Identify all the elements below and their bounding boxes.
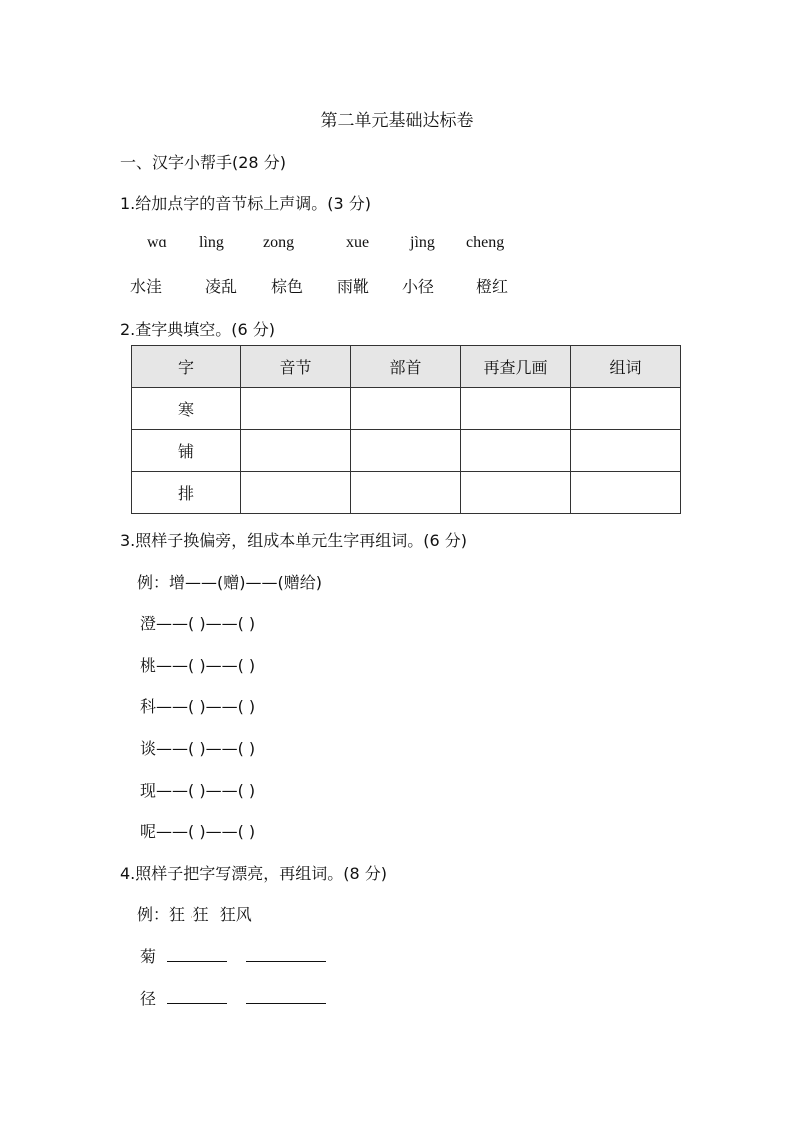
question-4-example <box>137 902 252 925</box>
copy-blank[interactable] <box>167 989 227 1004</box>
question-4-prompt: 4.照样子把字写漂亮，再组词。(8 分) <box>120 864 388 883</box>
word-6: 橙红 <box>476 277 509 296</box>
row-char: 排 <box>132 472 241 514</box>
answer-cell[interactable] <box>351 388 461 430</box>
table-row <box>132 388 681 430</box>
answer-cell[interactable] <box>461 388 571 430</box>
pinyin-3: zong <box>263 234 295 251</box>
copy-blank[interactable] <box>167 947 227 962</box>
row-char: 寒 <box>132 388 241 430</box>
header-strokes: 再查几画 <box>461 346 571 388</box>
item-char: 径 <box>140 989 157 1008</box>
pinyin-6: cheng <box>466 234 505 251</box>
question-3-item-2[interactable]: 桃——( )——( ) <box>140 656 256 675</box>
answer-cell[interactable] <box>571 388 681 430</box>
example-copy: 狂 <box>192 905 209 924</box>
pinyin-2: lìng <box>199 234 224 251</box>
item-char: 菊 <box>140 947 157 966</box>
question-2-prompt: 2.查字典填空。(6 分) <box>120 320 276 339</box>
answer-cell[interactable] <box>241 388 351 430</box>
header-words: 组词 <box>571 346 681 388</box>
dictionary-table <box>131 345 681 514</box>
word-2: 凌乱 <box>205 277 238 296</box>
question-4-item-2 <box>140 986 326 1009</box>
question-1-prompt: 1.给加点字的音节标上声调。(3 分) <box>120 194 372 213</box>
section-heading-1: 一、汉字小帮手(28 分) <box>120 153 286 172</box>
word-1: 水洼 <box>130 277 163 296</box>
answer-cell[interactable] <box>351 472 461 514</box>
word-blank[interactable] <box>246 947 326 962</box>
page-title: 第二单元基础达标卷 <box>320 111 474 131</box>
word-5: 小径 <box>402 277 435 296</box>
answer-cell[interactable] <box>241 472 351 514</box>
dot-mark: · <box>190 913 193 922</box>
answer-cell[interactable] <box>351 430 461 472</box>
answer-cell[interactable] <box>571 430 681 472</box>
table-row <box>132 430 681 472</box>
question-4-item-1 <box>140 944 326 967</box>
example-word: 狂风 <box>219 905 252 924</box>
header-syllable: 音节 <box>241 346 351 388</box>
word-3: 棕色 <box>271 277 304 296</box>
pinyin-5: jìng <box>410 234 435 251</box>
word-4: 雨靴 <box>337 277 370 296</box>
header-radical: 部首 <box>351 346 461 388</box>
answer-cell[interactable] <box>571 472 681 514</box>
pinyin-4: xue <box>346 234 370 251</box>
answer-cell[interactable] <box>461 472 571 514</box>
table-row <box>132 472 681 514</box>
answer-cell[interactable] <box>241 430 351 472</box>
word-blank[interactable] <box>246 989 326 1004</box>
question-3-example: 例：增——(赠)——(赠给) <box>137 573 322 592</box>
question-3-item-1[interactable]: 澄——( )——( ) <box>140 614 256 633</box>
row-char: 铺 <box>132 430 241 472</box>
table-header-row <box>132 346 681 388</box>
question-3-item-6[interactable]: 呢——( )——( ) <box>140 822 256 841</box>
header-char: 字 <box>132 346 241 388</box>
question-3-item-5[interactable]: 现——( )——( ) <box>140 781 256 800</box>
example-label: 例：狂 <box>137 905 186 924</box>
question-3-item-3[interactable]: 科——( )——( ) <box>140 697 256 716</box>
answer-cell[interactable] <box>461 430 571 472</box>
question-3-prompt: 3.照样子换偏旁，组成本单元生字再组词。(6 分) <box>120 531 468 550</box>
question-3-item-4[interactable]: 谈——( )——( ) <box>140 739 256 758</box>
pinyin-1: wɑ <box>147 234 167 251</box>
